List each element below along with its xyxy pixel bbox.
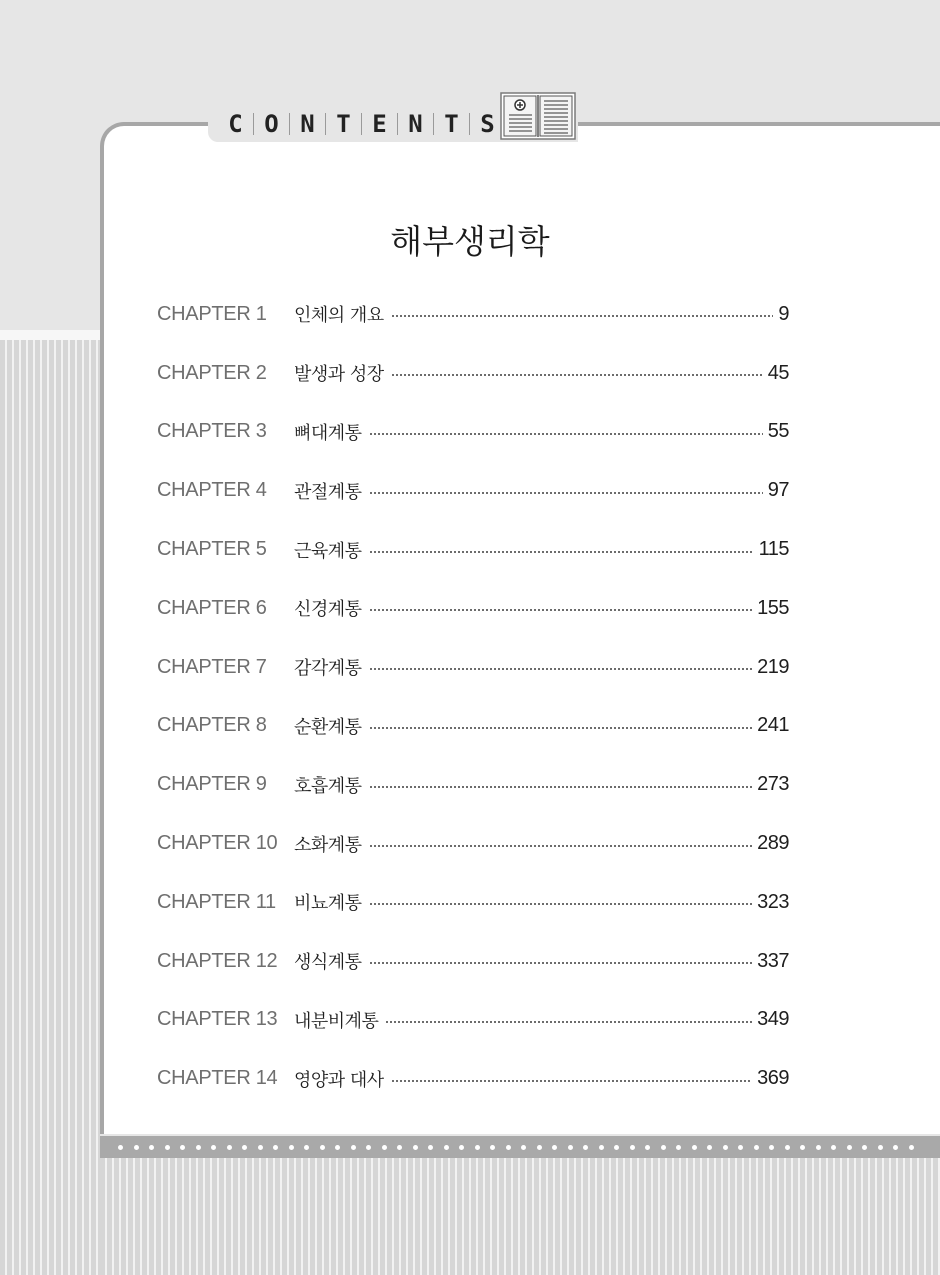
toc-leader-dots <box>391 314 774 318</box>
footer-dot <box>692 1145 697 1150</box>
contents-letter: E <box>372 110 387 138</box>
toc-chapter-number: CHAPTER 1 <box>157 302 267 325</box>
footer-dot <box>165 1145 170 1150</box>
toc-page-number: 289 <box>757 832 789 855</box>
contents-letter: T <box>444 110 459 138</box>
toc-leader-dots <box>369 844 753 848</box>
footer-dot <box>645 1145 650 1150</box>
toc-leader-dots <box>369 491 763 495</box>
toc-leader-dots <box>369 726 753 730</box>
toc-leader-dots <box>369 608 753 612</box>
toc-chapter-title: 뼈대계통 <box>294 422 362 444</box>
toc-page-number: 241 <box>757 714 789 737</box>
footer-dot <box>614 1145 619 1150</box>
toc-leader-dots <box>369 432 763 436</box>
footer-dot <box>134 1145 139 1150</box>
toc-entry[interactable] <box>157 461 789 520</box>
toc-chapter-number: CHAPTER 7 <box>157 655 267 678</box>
toc-chapter-title: 신경계통 <box>294 599 362 621</box>
footer-dot <box>769 1145 774 1150</box>
footer-dot <box>258 1145 263 1150</box>
footer-dot <box>196 1145 201 1150</box>
footer-dot <box>521 1145 526 1150</box>
toc-page-number: 219 <box>757 655 789 678</box>
toc-entry[interactable] <box>157 579 789 638</box>
toc-chapter-number: CHAPTER 9 <box>157 773 267 796</box>
footer-dot <box>304 1145 309 1150</box>
left-stripe-decoration <box>0 340 100 1275</box>
footer-dot <box>630 1145 635 1150</box>
toc-page-number: 9 <box>778 302 789 325</box>
footer-dot <box>428 1145 433 1150</box>
toc-page-number: 369 <box>757 1067 789 1090</box>
toc-chapter-title: 영양과 대사 <box>294 1069 384 1091</box>
open-book-icon <box>500 92 576 140</box>
toc-chapter-title: 근육계통 <box>294 540 362 562</box>
footer-dot <box>149 1145 154 1150</box>
toc-page-number: 323 <box>757 890 789 913</box>
toc-chapter-title: 순환계통 <box>294 716 362 738</box>
toc-chapter-number: CHAPTER 12 <box>157 949 278 972</box>
footer-dot <box>366 1145 371 1150</box>
footer-dot <box>568 1145 573 1150</box>
header-rule <box>578 122 940 126</box>
toc-entry[interactable] <box>157 814 789 873</box>
toc-entry[interactable] <box>157 520 789 579</box>
toc-chapter-title: 호흡계통 <box>294 775 362 797</box>
contents-letter: C <box>228 110 243 138</box>
toc-page-number: 45 <box>767 361 789 384</box>
toc-chapter-title: 생식계통 <box>294 952 362 974</box>
toc-chapter-number: CHAPTER 11 <box>157 890 276 913</box>
footer-dotted-bar <box>100 1136 940 1158</box>
book-title: 해부생리학 <box>390 222 550 261</box>
toc-chapter-title: 관절계통 <box>294 481 362 503</box>
toc-entry[interactable] <box>157 697 789 756</box>
contents-letter: N <box>300 110 315 138</box>
toc-chapter-title: 발생과 성장 <box>294 364 384 386</box>
footer-dot <box>475 1145 480 1150</box>
toc-leader-dots <box>369 785 753 789</box>
toc-page-number: 55 <box>767 420 789 443</box>
toc-leader-dots <box>369 902 753 906</box>
toc-entry[interactable] <box>157 991 789 1050</box>
footer-dot <box>862 1145 867 1150</box>
toc-chapter-number: CHAPTER 3 <box>157 420 267 443</box>
toc-entry[interactable] <box>157 638 789 697</box>
toc-entry[interactable] <box>157 285 789 344</box>
footer-dot <box>459 1145 464 1150</box>
toc-leader-dots <box>391 1079 752 1083</box>
footer-dot <box>661 1145 666 1150</box>
footer-dot <box>816 1145 821 1150</box>
contents-heading <box>224 106 499 142</box>
contents-letter: N <box>408 110 423 138</box>
toc-entry[interactable] <box>157 344 789 403</box>
toc-leader-dots <box>369 961 753 965</box>
toc-chapter-number: CHAPTER 10 <box>157 832 278 855</box>
toc-entry[interactable] <box>157 755 789 814</box>
footer-dot <box>878 1145 883 1150</box>
footer-dot <box>444 1145 449 1150</box>
toc-entry[interactable] <box>157 403 789 462</box>
footer-dot <box>211 1145 216 1150</box>
toc-chapter-number: CHAPTER 14 <box>157 1067 278 1090</box>
footer-dot <box>397 1145 402 1150</box>
toc-page-number: 115 <box>758 538 789 561</box>
toc-leader-dots <box>369 667 753 671</box>
toc-chapter-title: 내분비계통 <box>294 1010 379 1032</box>
footer-dot <box>118 1145 123 1150</box>
contents-letter: S <box>480 110 495 138</box>
toc-chapter-title: 감각계통 <box>294 658 362 680</box>
footer-dot <box>723 1145 728 1150</box>
footer-dot <box>707 1145 712 1150</box>
toc-chapter-number: CHAPTER 8 <box>157 714 267 737</box>
footer-dot <box>320 1145 325 1150</box>
toc-page-number: 349 <box>757 1008 789 1031</box>
toc-entry[interactable] <box>157 873 789 932</box>
contents-letter: O <box>264 110 279 138</box>
toc-leader-dots <box>391 373 763 377</box>
footer-dot <box>599 1145 604 1150</box>
left-band-decoration <box>0 330 100 340</box>
table-of-contents <box>157 285 789 1108</box>
toc-chapter-number: CHAPTER 2 <box>157 361 267 384</box>
footer-dot <box>800 1145 805 1150</box>
footer-dot <box>909 1145 914 1150</box>
toc-page-number: 273 <box>757 773 789 796</box>
footer-dot <box>382 1145 387 1150</box>
toc-chapter-number: CHAPTER 13 <box>157 1008 278 1031</box>
toc-page-number: 337 <box>757 949 789 972</box>
footer-dot <box>413 1145 418 1150</box>
toc-chapter-number: CHAPTER 4 <box>157 479 267 502</box>
footer-dot <box>893 1145 898 1150</box>
footer-dot <box>242 1145 247 1150</box>
contents-letter: T <box>336 110 351 138</box>
footer-dot <box>335 1145 340 1150</box>
toc-chapter-title: 소화계통 <box>294 834 362 856</box>
footer-dot <box>273 1145 278 1150</box>
toc-chapter-number: CHAPTER 5 <box>157 538 267 561</box>
footer-dot <box>490 1145 495 1150</box>
footer-dot <box>289 1145 294 1150</box>
footer-dot <box>847 1145 852 1150</box>
footer-dot <box>583 1145 588 1150</box>
footer-dot <box>676 1145 681 1150</box>
footer-dot <box>506 1145 511 1150</box>
toc-page-number: 155 <box>757 596 789 619</box>
toc-entry[interactable] <box>157 1049 789 1108</box>
toc-page-number: 97 <box>767 479 789 502</box>
footer-dot <box>754 1145 759 1150</box>
footer-dot <box>785 1145 790 1150</box>
toc-chapter-title: 인체의 개요 <box>294 305 384 327</box>
toc-leader-dots <box>369 550 754 554</box>
toc-leader-dots <box>385 1020 752 1024</box>
footer-dot <box>537 1145 542 1150</box>
toc-chapter-number: CHAPTER 6 <box>157 596 267 619</box>
toc-entry[interactable] <box>157 932 789 991</box>
footer-dot <box>351 1145 356 1150</box>
footer-dot <box>738 1145 743 1150</box>
toc-chapter-title: 비뇨계통 <box>294 893 362 915</box>
footer-dot <box>227 1145 232 1150</box>
footer-dot <box>180 1145 185 1150</box>
footer-dot <box>831 1145 836 1150</box>
bottom-stripe-decoration <box>100 1158 940 1275</box>
footer-dot <box>552 1145 557 1150</box>
